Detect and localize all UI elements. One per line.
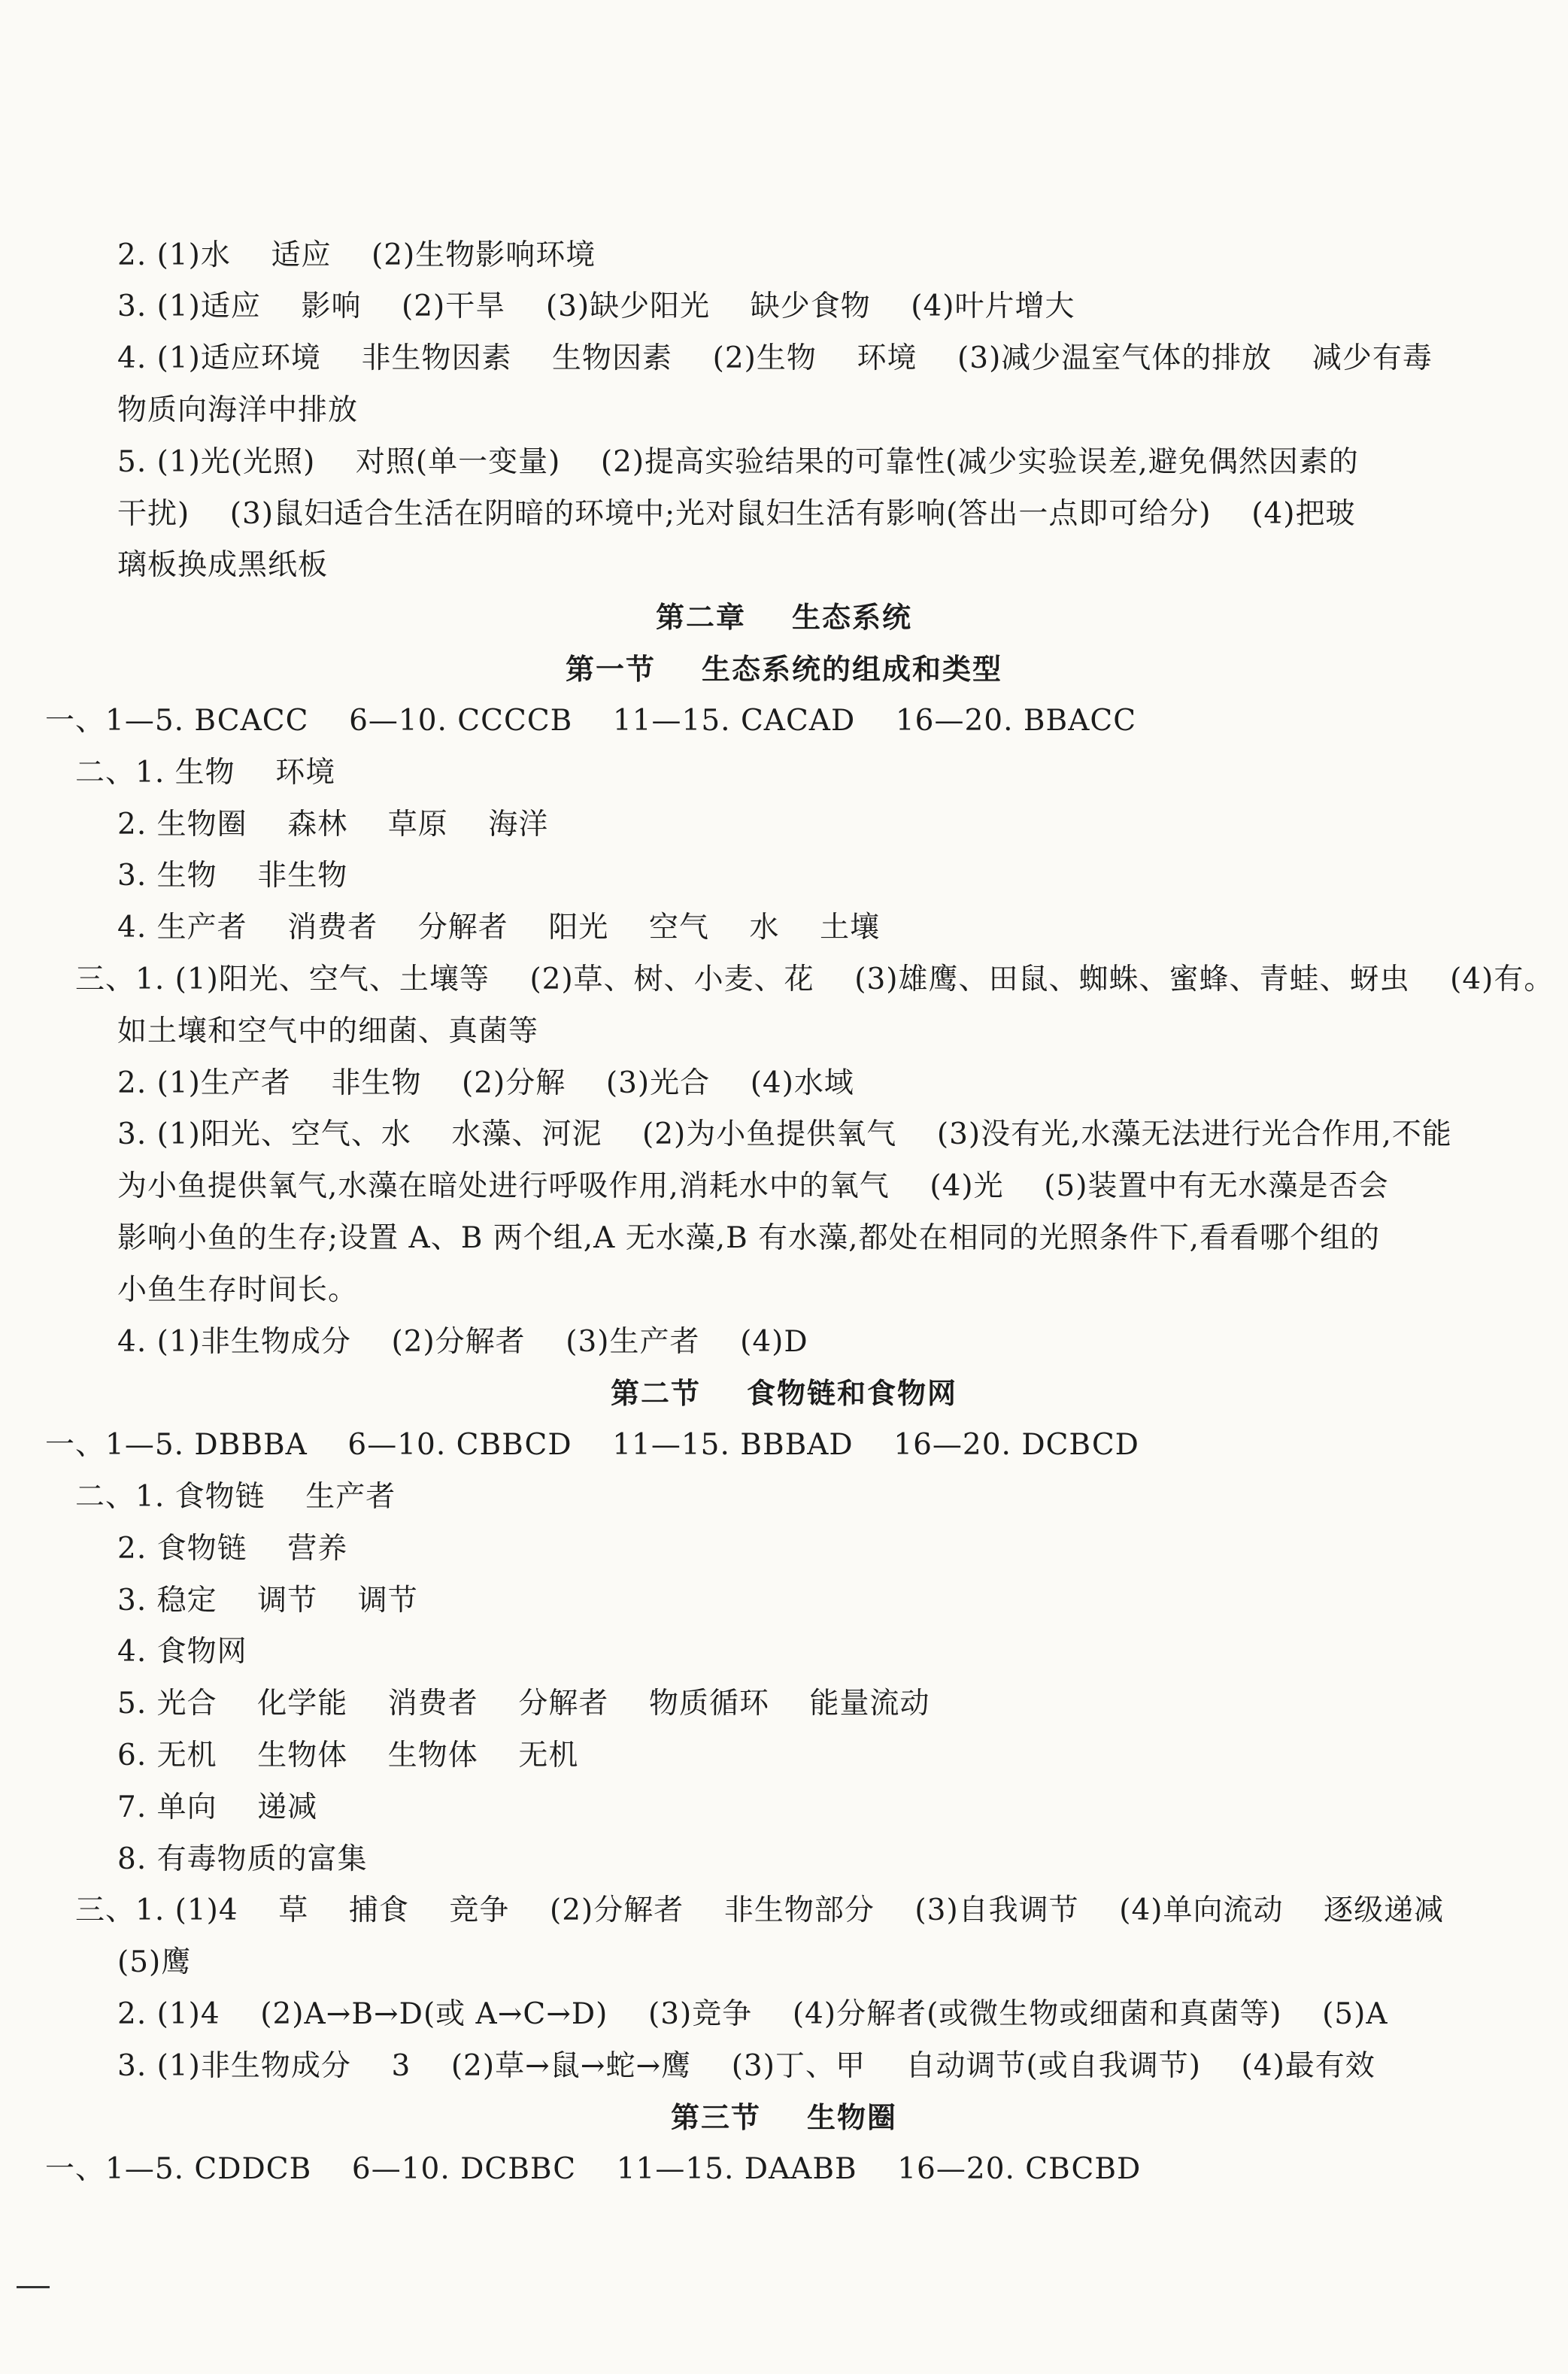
answer-line: 一、1—5. CDDCB 6—10. DCBBC 11—15. DAABB 16—20. CBCBD: [45, 2152, 1142, 2186]
answer-line: 4. 生产者 消费者 分解者 阳光 空气 水 土壤: [117, 911, 881, 944]
answer-line: 3. 稳定 调节 调节: [117, 1584, 418, 1618]
answer-line: 二、1. 食物链 生产者: [75, 1480, 396, 1514]
answer-line: 一、1—5. BCACC 6—10. CCCCB 11—15. CACAD 16—20. BBACC: [45, 704, 1137, 738]
answer-line: 5. (1)光(光照) 对照(单一变量) (2)提高实验结果的可靠性(减少实验误差,避免偶然因素的: [117, 445, 1359, 479]
answer-line: 2. (1)4 (2)A→B→D(或 A→C→D) (3)竞争 (4)分解者(或微生物或细菌和真菌等) (5)A: [117, 1997, 1388, 2031]
answer-line: 一、1—5. DBBBA 6—10. CBBCD 11—15. BBBAD 16—20. DCBCD: [45, 1428, 1139, 1462]
answer-line: 璃板换成黑纸板: [117, 548, 329, 582]
answer-line: 干扰) (3)鼠妇适合生活在阴暗的环境中;光对鼠妇生活有影响(答出一点即可给分) (4)把玻: [117, 497, 1356, 531]
answer-line: 2. (1)生产者 非生物 (2)分解 (3)光合 (4)水域: [117, 1066, 854, 1100]
page-edge-mark: [17, 2286, 50, 2288]
answer-line: 为小鱼提供氧气,水藻在暗处进行呼吸作用,消耗水中的氧气 (4)光 (5)装置中有无水藻是否会: [117, 1169, 1389, 1203]
section-title: 第二节 食物链和食物网: [611, 1377, 957, 1410]
answer-line: (5)鹰: [117, 1945, 192, 1979]
section-title: 第三节 生物圈: [671, 2101, 897, 2134]
answer-line: 4. (1)非生物成分 (2)分解者 (3)生产者 (4)D: [117, 1325, 808, 1359]
answer-line: 2. (1)水 适应 (2)生物影响环境: [117, 238, 596, 272]
answer-line: 7. 单向 递减: [117, 1790, 318, 1824]
answer-line: 5. 光合 化学能 消费者 分解者 物质循环 能量流动: [117, 1687, 930, 1721]
answer-line: 2. 食物链 营养: [117, 1532, 348, 1566]
answer-line: 6. 无机 生物体 生物体 无机: [117, 1739, 579, 1772]
answer-line: 4. 食物网: [117, 1635, 247, 1669]
section-title: 第一节 生态系统的组成和类型: [566, 653, 1002, 686]
answer-line: 3. 生物 非生物: [117, 859, 348, 893]
answer-line: 3. (1)非生物成分 3 (2)草→鼠→蛇→鹰 (3)丁、甲 自动调节(或自我调节) (4)最有效: [117, 2049, 1375, 2083]
answer-line: 三、1. (1)阳光、空气、土壤等 (2)草、树、小麦、花 (3)雄鹰、田鼠、蜘蛛、蜜蜂、青蛙、蚜虫 (4)有。: [75, 963, 1554, 996]
answer-line: 小鱼生存时间长。: [117, 1273, 359, 1307]
answer-line: 影响小鱼的生存;设置 A、B 两个组,A 无水藻,B 有水藻,都处在相同的光照条件下,看看哪个组的: [117, 1221, 1380, 1255]
chapter-title: 第二章 生态系统: [656, 601, 912, 634]
answer-line: 二、1. 生物 环境: [75, 756, 336, 790]
answer-line: 物质向海洋中排放: [117, 393, 359, 427]
answer-line: 3. (1)阳光、空气、水 水藻、河泥 (2)为小鱼提供氧气 (3)没有光,水藻无法进行光合作用,不能: [117, 1117, 1452, 1151]
answer-line: 3. (1)适应 影响 (2)干旱 (3)缺少阳光 缺少食物 (4)叶片增大: [117, 290, 1075, 323]
answer-line: 三、1. (1)4 草 捕食 竞争 (2)分解者 非生物部分 (3)自我调节 (4)单向流动 逐级递减: [75, 1893, 1445, 1927]
answer-line: 如土壤和空气中的细菌、真菌等: [117, 1014, 539, 1048]
answer-line: 2. 生物圈 森林 草原 海洋: [117, 808, 549, 841]
answer-line: 4. (1)适应环境 非生物因素 生物因素 (2)生物 环境 (3)减少温室气体的排放 减少有毒: [117, 341, 1433, 375]
answer-line: 8. 有毒物质的富集: [117, 1842, 368, 1876]
